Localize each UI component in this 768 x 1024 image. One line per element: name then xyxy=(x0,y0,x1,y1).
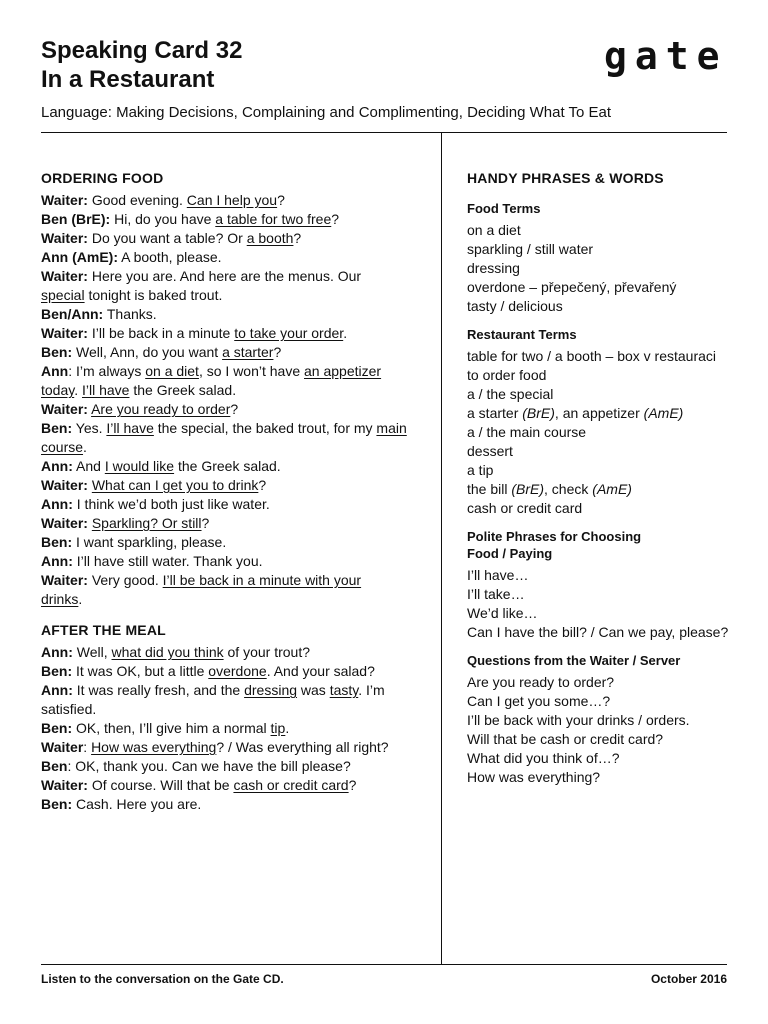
phrase-group-title: Questions from the Waiter / Server xyxy=(467,653,681,668)
gate-logo: gate xyxy=(604,34,728,78)
speaker-label: Ben: xyxy=(41,720,73,736)
speaker-label: Waiter xyxy=(41,739,84,755)
title-line-2: In a Restaurant xyxy=(41,66,215,93)
text-segment: ? xyxy=(293,230,302,246)
speaker-label: Ben (BrE): xyxy=(41,211,111,227)
speaker-label: Ann: xyxy=(41,553,73,569)
key-phrase: Are you ready to order xyxy=(91,401,231,417)
text-segment: Well, xyxy=(72,644,112,660)
dialogue-line xyxy=(41,343,426,362)
ordering-food-heading: ORDERING FOOD xyxy=(41,170,164,186)
key-phrase: What can I get you to drink xyxy=(91,477,259,493)
text-segment: on a diet xyxy=(467,222,521,238)
key-phrase: tasty xyxy=(329,682,359,698)
text-segment: ? / Was everything all right? xyxy=(216,739,389,755)
phrase-item xyxy=(467,278,737,297)
text-segment: A booth, please. xyxy=(118,249,222,265)
speaker-label: Ann: xyxy=(41,682,73,698)
speaker-label: Waiter: xyxy=(41,515,88,531)
page-subtitle: Language: Making Decisions, Complaining and Complimenting, Deciding What To Eat xyxy=(41,104,612,121)
text-segment: . xyxy=(78,591,83,607)
speaker-label: Ann (AmE): xyxy=(41,249,118,265)
dialogue-line xyxy=(41,719,426,738)
speaker-label: Waiter: xyxy=(41,325,88,341)
phrase-item xyxy=(467,749,737,768)
dialogue-line xyxy=(41,191,426,210)
text-segment: a tip xyxy=(467,462,494,478)
title-line-1: Speaking Card 32 xyxy=(41,37,243,64)
speaker-label: Ben: xyxy=(41,420,73,436)
text-segment: ? xyxy=(230,401,239,417)
key-phrase: a table for two free xyxy=(215,211,332,227)
dialogue-line xyxy=(41,248,426,267)
speaker-label: Ann: xyxy=(41,644,73,660)
phrase-item xyxy=(467,461,737,480)
text-segment: Good evening. xyxy=(87,192,187,208)
speaker-label: Waiter: xyxy=(41,572,88,588)
text-segment: : I’m always xyxy=(68,363,146,379)
key-phrase: on a diet xyxy=(145,363,199,379)
phrase-item xyxy=(467,423,737,442)
text-segment: Of course. Will that be xyxy=(87,777,234,793)
speaker-label: Ann: xyxy=(41,496,73,512)
key-phrase: overdone xyxy=(208,663,267,679)
phrase-item xyxy=(467,623,737,642)
dialogue-line xyxy=(41,795,426,814)
text-segment: ? xyxy=(331,211,340,227)
after-meal-dialogue xyxy=(41,643,426,814)
phrase-item xyxy=(467,442,737,461)
text-segment: the Greek salad. xyxy=(129,382,237,398)
phrase-item xyxy=(467,730,737,749)
text-segment: Here you are. And here are the menus. Our xyxy=(87,268,362,284)
key-phrase: I’ll have xyxy=(106,420,154,436)
text-segment: It was OK, but a little xyxy=(72,663,209,679)
text-segment: Do you want a table? Or xyxy=(87,230,247,246)
phrase-item xyxy=(467,673,737,692)
phrase-item xyxy=(467,692,737,711)
key-phrase: I’ll be back in a minute with your xyxy=(162,572,362,588)
speaker-label: Ben: xyxy=(41,796,73,812)
text-segment: dessert xyxy=(467,443,513,459)
key-phrase: a starter xyxy=(222,344,274,360)
text-segment: . xyxy=(83,439,87,455)
text-segment: : xyxy=(83,739,92,755)
speaker-label: Waiter: xyxy=(41,192,88,208)
key-phrase: to take your order xyxy=(234,325,344,341)
text-segment: I think we’d both just like water. xyxy=(72,496,270,512)
text-segment: , an appetizer xyxy=(554,405,644,421)
dialogue-line xyxy=(41,229,426,248)
phrase-item xyxy=(467,221,737,240)
dialogue-line xyxy=(41,738,426,757)
phrase-group-title: Restaurant Terms xyxy=(467,327,577,342)
text-segment: the bill xyxy=(467,481,512,497)
text-segment: dressing xyxy=(467,260,520,276)
dialogue-line xyxy=(41,552,426,571)
phrase-item xyxy=(467,240,737,259)
text-segment: Can I have the bill? / Can we pay, please? xyxy=(467,624,729,640)
text-segment: to order food xyxy=(467,367,547,383)
phrase-item xyxy=(467,711,737,730)
text-segment: : OK, thank you. Can we have the bill please? xyxy=(67,758,351,774)
text-segment: the special, the baked trout, for my xyxy=(153,420,377,436)
key-phrase: How was everything xyxy=(91,739,217,755)
bottom-rule xyxy=(41,964,727,965)
key-phrase: course xyxy=(41,439,84,455)
text-segment: . And your salad? xyxy=(266,663,375,679)
text-segment: Cash. Here you are. xyxy=(72,796,202,812)
dialogue-line xyxy=(41,324,426,343)
footer-note: Listen to the conversation on the Gate CD. xyxy=(41,972,284,986)
speaker-label: Waiter: xyxy=(41,230,88,246)
text-segment: Are you ready to order? xyxy=(467,674,615,690)
key-phrase: I’ll have xyxy=(82,382,130,398)
column-divider xyxy=(441,133,442,964)
phrase-item xyxy=(467,385,737,404)
key-phrase: today xyxy=(41,382,75,398)
speaker-label: Waiter: xyxy=(41,477,88,493)
key-phrase: I would like xyxy=(104,458,175,474)
text-segment: I’ll have… xyxy=(467,567,529,583)
text-segment: Will that be cash or credit card? xyxy=(467,731,664,747)
text-segment: tasty / delicious xyxy=(467,298,563,314)
text-segment: I’ll be back in a minute xyxy=(87,325,235,341)
dialogue-line xyxy=(41,381,426,400)
key-phrase: Can I help you xyxy=(186,192,278,208)
dialogue-line xyxy=(41,267,426,286)
key-phrase: main xyxy=(376,420,407,436)
key-phrase: special xyxy=(41,287,85,303)
after-meal-heading: AFTER THE MEAL xyxy=(41,622,166,638)
dialogue-line xyxy=(41,514,426,533)
speaker-label: Ann: xyxy=(41,458,73,474)
phrase-group-title: Polite Phrases for Choosing Food / Paying xyxy=(467,529,642,561)
key-phrase: drinks xyxy=(41,591,79,607)
text-segment: OK, then, I’ll give him a normal xyxy=(72,720,271,736)
phrase-group-title: Food Terms xyxy=(467,201,541,216)
dialogue-line xyxy=(41,590,426,609)
phrase-item xyxy=(467,566,737,585)
text-segment: ? xyxy=(277,192,285,208)
phrase-item xyxy=(467,480,737,499)
text-segment: Well, Ann, do you want xyxy=(72,344,223,360)
dialogue-line xyxy=(41,305,426,324)
text-segment: Yes. xyxy=(72,420,107,436)
dialogue-line xyxy=(41,210,426,229)
text-segment: What did you think of…? xyxy=(467,750,620,766)
dialogue-line xyxy=(41,681,426,700)
text-segment: We’d like… xyxy=(467,605,538,621)
dialogue-line xyxy=(41,495,426,514)
text-segment: . xyxy=(285,720,290,736)
text-segment: overdone – přepečený, převařený xyxy=(467,279,677,295)
text-segment: was xyxy=(297,682,330,698)
dialogue-line xyxy=(41,438,426,457)
speaker-label: Waiter: xyxy=(41,268,88,284)
text-segment: I’ll be back with your drinks / orders. xyxy=(467,712,690,728)
text-segment: . xyxy=(74,382,82,398)
text-segment: a / the main course xyxy=(467,424,587,440)
dialogue-line xyxy=(41,419,426,438)
speaker-label: Ann xyxy=(41,363,69,379)
text-segment: the Greek salad. xyxy=(174,458,281,474)
text-segment: cash or credit card xyxy=(467,500,583,516)
text-segment: a starter xyxy=(467,405,523,421)
key-phrase: what did you think xyxy=(111,644,224,660)
speaker-label: Ben: xyxy=(41,663,73,679)
dialogue-line xyxy=(41,457,426,476)
dialogue-line xyxy=(41,776,426,795)
text-segment: How was everything? xyxy=(467,769,601,785)
ordering-food-dialogue xyxy=(41,191,426,609)
speaker-label: Waiter: xyxy=(41,777,88,793)
text-segment: Very good. xyxy=(87,572,163,588)
text-segment: of your trout? xyxy=(223,644,310,660)
key-phrase: cash or credit card xyxy=(233,777,349,793)
phrase-item xyxy=(467,604,737,623)
text-segment: (BrE) xyxy=(511,481,545,497)
text-segment: Can I get you some…? xyxy=(467,693,611,709)
text-segment: . I’m xyxy=(358,682,385,698)
dialogue-line xyxy=(41,700,426,719)
text-segment: Hi, do you have xyxy=(110,211,216,227)
text-segment: , so I won’t have xyxy=(198,363,305,379)
text-segment: a / the special xyxy=(467,386,554,402)
phrase-item xyxy=(467,259,737,278)
text-segment: Thanks. xyxy=(103,306,157,322)
phrase-item xyxy=(467,499,737,518)
phrase-item xyxy=(467,366,737,385)
footer-date: October 2016 xyxy=(650,972,727,986)
dialogue-line xyxy=(41,757,426,776)
text-segment: sparkling / still water xyxy=(467,241,594,257)
speaker-label: Waiter: xyxy=(41,401,88,417)
phrase-item xyxy=(467,768,737,787)
speaker-label: Ben/Ann: xyxy=(41,306,104,322)
handy-phrases-heading: HANDY PHRASES & WORDS xyxy=(467,170,664,186)
text-segment: ? xyxy=(201,515,210,531)
text-segment: satisfied. xyxy=(41,701,97,717)
key-phrase: a booth xyxy=(246,230,294,246)
dialogue-line xyxy=(41,533,426,552)
phrase-groups xyxy=(467,200,737,787)
phrase-item xyxy=(467,347,737,366)
text-segment: tonight is baked trout. xyxy=(84,287,223,303)
text-segment: I’ll have still water. Thank you. xyxy=(72,553,263,569)
text-segment: , check xyxy=(544,481,593,497)
text-segment: (AmE) xyxy=(643,405,684,421)
key-phrase: tip xyxy=(270,720,286,736)
top-rule xyxy=(41,132,727,133)
text-segment: (AmE) xyxy=(592,481,632,497)
text-segment: And xyxy=(72,458,105,474)
text-segment: ? xyxy=(258,477,267,493)
text-segment: I want sparkling, please. xyxy=(72,534,227,550)
text-segment: . xyxy=(343,325,348,341)
text-segment: table for two / a booth – box v restauraci xyxy=(467,348,717,364)
speaker-label: Ben: xyxy=(41,344,73,360)
phrase-item xyxy=(467,585,737,604)
dialogue-line xyxy=(41,476,426,495)
speaker-label: Ben: xyxy=(41,534,73,550)
text-segment: ? xyxy=(348,777,357,793)
key-phrase: Sparkling? Or still xyxy=(91,515,202,531)
dialogue-line xyxy=(41,400,426,419)
dialogue-line xyxy=(41,571,426,590)
phrase-item xyxy=(467,404,737,423)
key-phrase: an appetizer xyxy=(304,363,382,379)
phrases-column xyxy=(467,169,737,787)
dialogue-line xyxy=(41,362,426,381)
dialogue-line xyxy=(41,643,426,662)
page-title xyxy=(41,36,242,94)
text-segment: ? xyxy=(273,344,282,360)
text-segment: It was really fresh, and the xyxy=(72,682,245,698)
text-segment: I’ll take… xyxy=(467,586,525,602)
text-segment: (BrE) xyxy=(522,405,555,421)
dialogue-line xyxy=(41,286,426,305)
dialogue-line xyxy=(41,662,426,681)
dialogue-column xyxy=(41,169,426,814)
speaker-label: Ben xyxy=(41,758,68,774)
phrase-item xyxy=(467,297,737,316)
key-phrase: dressing xyxy=(244,682,298,698)
